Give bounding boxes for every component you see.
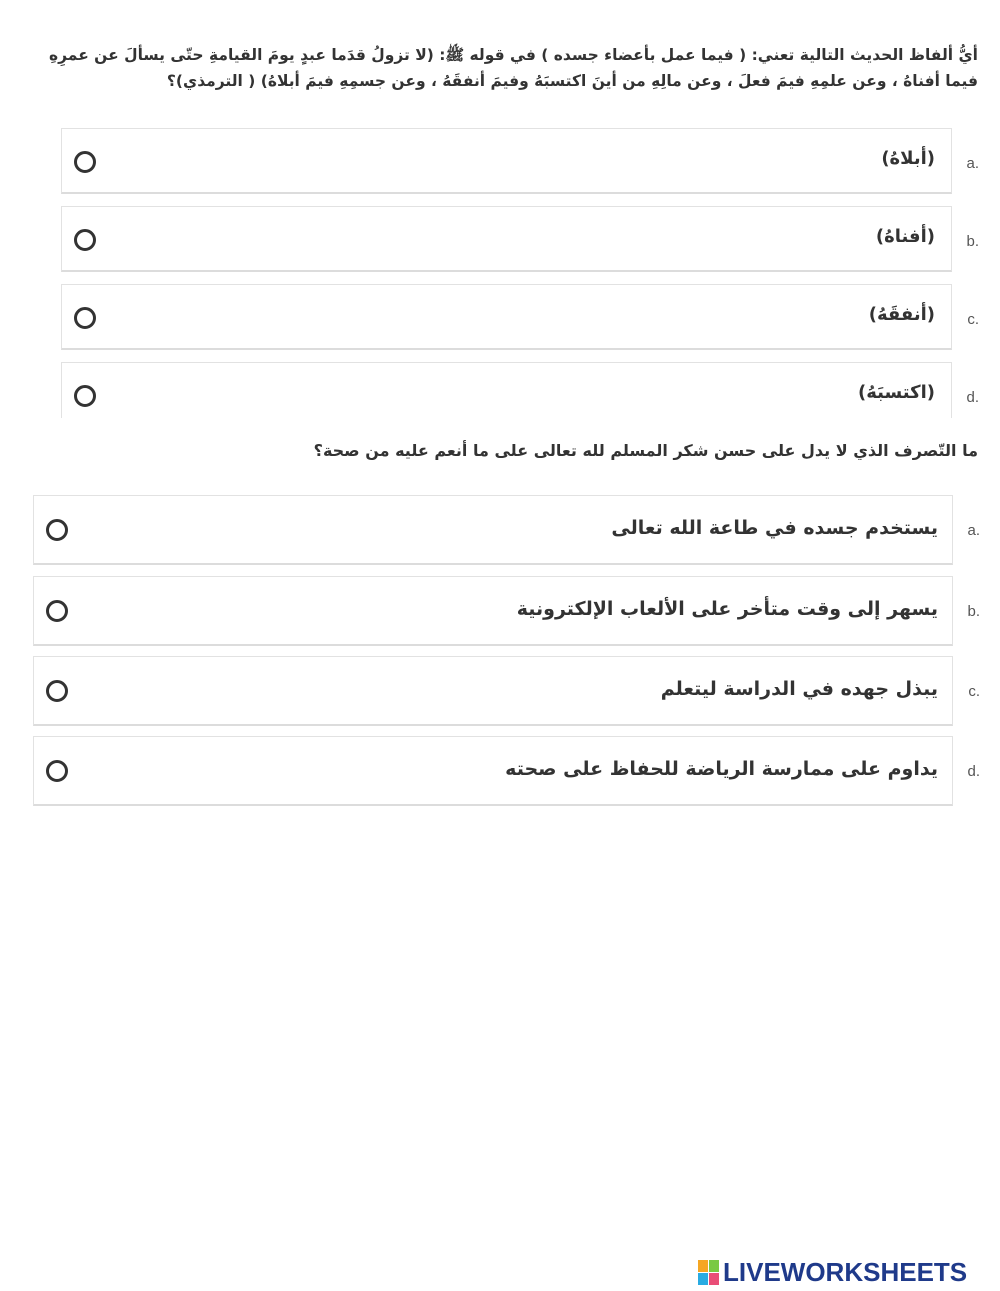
radio-button[interactable] (46, 760, 68, 782)
logo-square (709, 1273, 719, 1285)
radio-button[interactable] (46, 600, 68, 622)
question-2-option-b[interactable] (33, 576, 980, 646)
question-1-option-d[interactable] (61, 362, 979, 418)
option-letter: d. (967, 763, 980, 780)
logo-square (709, 1260, 719, 1272)
question-1-option-c[interactable] (61, 284, 979, 350)
option-letter: a. (966, 155, 979, 172)
liveworksheets-logo[interactable] (698, 1258, 967, 1286)
option-letter: b. (966, 233, 979, 250)
question-2-text: ما التّصرف الذي لا يدل على حسن شكر المسلم لله تعالى على ما أنعم عليه من صحة؟ (313, 441, 978, 460)
radio-button[interactable] (74, 151, 96, 173)
question-2-option-d[interactable] (33, 736, 980, 806)
option-letter: a. (967, 522, 980, 539)
option-text: (أفناهُ) (875, 226, 935, 247)
radio-button[interactable] (46, 680, 68, 702)
logo-square (698, 1273, 708, 1285)
radio-button[interactable] (74, 229, 96, 251)
option-letter: c. (968, 683, 980, 700)
option-letter: c. (967, 311, 979, 328)
logo-square (698, 1260, 708, 1272)
option-text: (أنفقَهُ) (868, 304, 935, 325)
logo-text: LIVEWORKSHEETS (723, 1256, 968, 1287)
radio-button[interactable] (74, 385, 96, 407)
option-text: يستخدم جسده في طاعة الله تعالى (611, 517, 938, 539)
question-2-option-a[interactable] (33, 495, 980, 565)
logo-mark-icon (698, 1260, 719, 1285)
question-2-option-c[interactable] (33, 656, 980, 726)
option-text: يبذل جهده في الدراسة ليتعلم (660, 678, 938, 700)
radio-button[interactable] (46, 519, 68, 541)
radio-button[interactable] (74, 307, 96, 329)
option-text: يسهر إلى وقت متأخر على الألعاب الإلكترونية (516, 598, 938, 620)
option-text: (أبلاهُ) (881, 148, 935, 169)
question-1-options-viewport[interactable] (0, 120, 1000, 418)
question-1-text: أيُّ ألفاظ الحديث التالية تعني: ( فيما عمل بأعضاء جسده ) في قوله ﷺ: (لا تزولُ قدَما عبدٍ يومَ القيامةِ حتّى يسألَ عن عمرِهِ فيما أفناهُ ، وعن علمِهِ فيمَ فعلَ ، وعن مالِهِ من أينَ اكتسبَهُ وفيمَ أنفقَهُ ، وعن جسمِهِ فيمَ أبلاهُ) ( الترمذي)؟ (49, 46, 978, 90)
question-1-option-b[interactable] (61, 206, 979, 272)
question-1-option-a[interactable] (61, 128, 979, 194)
option-letter: b. (967, 603, 980, 620)
option-text: يداوم على ممارسة الرياضة للحفاظ على صحته (505, 758, 938, 780)
option-letter: d. (966, 389, 979, 406)
option-text: (اكتسبَهُ) (857, 382, 935, 403)
